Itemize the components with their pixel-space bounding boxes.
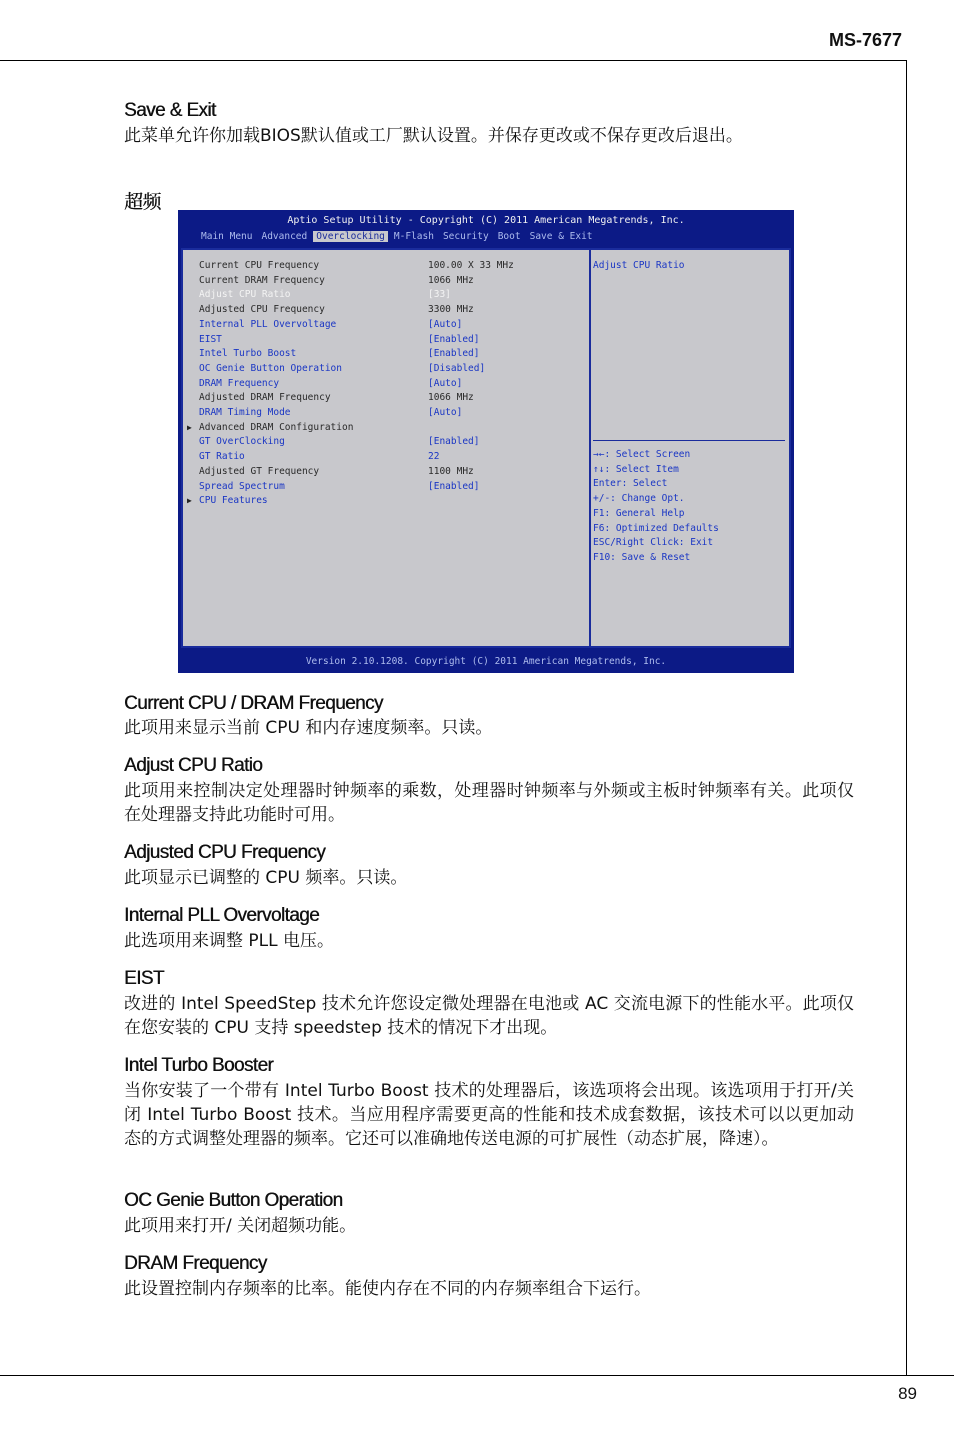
section-title: Current CPU / DRAM Frequency (124, 693, 383, 714)
section-body: 此项用来打开/ 关闭超频功能。 (124, 1216, 357, 1236)
bios-tab-main-menu[interactable]: Main Menu (201, 231, 253, 242)
bios-setting-value: [Auto] (428, 407, 463, 418)
bios-setting-value: [Enabled] (428, 480, 480, 492)
bios-footer: Version 2.10.1208. Copyright (C) 2011 American Megatrends, Inc. (305, 656, 667, 667)
bios-key-hint: F1: General Help (593, 507, 685, 519)
bios-tab-advanced[interactable]: Advanced (261, 231, 308, 242)
bios-setting-label: OC Genie Button Operation (199, 362, 342, 374)
bios-help-title: Adjust CPU Ratio (593, 260, 685, 271)
section-body: 此选项用来调整 PLL 电压。 (124, 931, 335, 951)
bios-setting-label: Adjusted GT Frequency (199, 465, 320, 477)
bios-setting-label: Adjusted DRAM Frequency (199, 392, 331, 404)
bios-panel-divider (589, 250, 591, 646)
bios-setting-value: [33] (428, 289, 451, 301)
bios-main-panel (181, 248, 791, 648)
section-title: EIST (124, 968, 164, 989)
top-rule (0, 60, 907, 61)
bios-tab-boot[interactable]: Boot (497, 231, 521, 242)
section-body: 此项显示已调整的 CPU 频率。只读。 (124, 868, 408, 888)
bios-setting-label: EIST (199, 333, 222, 345)
right-rule (906, 60, 907, 1376)
submenu-arrow-icon: ▶ (187, 422, 192, 432)
bios-setting-label: GT OverClocking (199, 436, 285, 448)
bios-key-hint: F10: Save & Reset (593, 551, 691, 563)
bios-tab-m-flash[interactable]: M-Flash (393, 231, 434, 242)
bios-setting-label: Internal PLL Overvoltage (199, 318, 337, 330)
bios-setting-label: GT Ratio (199, 451, 245, 463)
bios-key-hint: ESC/Right Click: Exit (593, 537, 714, 549)
section-body: 改进的 Intel SpeedStep 技术允许您设定微处理器在电池或 AC 交流电源下的性能水平。此项仅在您安装的 CPU 支持 speedstep 技术的情况下才出现。 (124, 994, 854, 1038)
section-title: OC Genie Button Operation (124, 1190, 343, 1211)
bios-setting-value: 1100 MHz (428, 465, 474, 477)
section-body: 当你安装了一个带有 Intel Turbo Boost 技术的处理器后，该选项将会出现。该选项用于打开/关闭 Intel Turbo Boost 技术。当应用程序需要更高的性能和技术成套数据，该技术可以以更加动态的方式调整处理器的频率。它还可以准确地传送电源的可扩展性（动态扩展，降速）。 (124, 1081, 854, 1149)
bios-key-hint: Enter: Select (593, 478, 668, 490)
bios-tab-save-exit[interactable]: Save & Exit (529, 231, 593, 242)
section-body: 此项用来控制决定处理器时钟频率的乘数，处理器时钟频率与外频或主板时钟频率有关。此项仅在处理器支持此功能时可用。 (124, 781, 854, 825)
section-title: Intel Turbo Booster (124, 1055, 274, 1076)
section-title: Adjust CPU Ratio (124, 755, 263, 776)
bios-setting-label: Current CPU Frequency (199, 260, 320, 271)
bios-setting-value: [Enabled] (428, 436, 480, 448)
section-title: Internal PLL Overvoltage (124, 905, 320, 926)
submenu-arrow-icon: ▶ (187, 496, 192, 506)
bios-setting-value: [Enabled] (428, 348, 480, 360)
bios-setting-label: Adjust CPU Ratio (199, 289, 291, 301)
bios-setting-label: Advanced DRAM Configuration (199, 421, 354, 433)
bios-setting-label: DRAM Timing Mode (199, 407, 291, 418)
section-title: DRAM Frequency (124, 1253, 267, 1274)
bios-setting-value: 3300 MHz (428, 304, 474, 316)
bios-setting-value: 22 (428, 451, 440, 463)
bios-setting-value: 1066 MHz (428, 274, 474, 286)
bios-setting-value: [Auto] (428, 318, 463, 330)
bios-setting-label: Intel Turbo Boost (199, 348, 297, 360)
bios-key-hint: →←: Select Screen (593, 449, 691, 460)
section-body: 此菜单允许你加载BIOS默认值或工厂默认设置。并保存更改或不保存更改后退出。 (124, 126, 743, 146)
bios-setting-value: 1066 MHz (428, 392, 474, 404)
bios-tab-bar (198, 231, 599, 242)
bios-key-hint: +/-: Change Opt. (593, 493, 685, 505)
section-title: Adjusted CPU Frequency (124, 842, 326, 863)
section-body: 此设置控制内存频率的比率。能使内存在不同的内存频率组合下运行。 (124, 1279, 651, 1299)
bios-setting-label: Spread Spectrum (199, 480, 285, 492)
bios-title: Aptio Setup Utility - Copyright (C) 2011 American Megatrends, Inc. (287, 215, 685, 226)
section-title: 超频 (124, 192, 161, 213)
bios-tab-overclocking[interactable]: Overclocking (313, 231, 388, 242)
bios-help-divider (593, 440, 785, 441)
bios-key-legend (593, 448, 719, 566)
bios-setting-label: Current DRAM Frequency (199, 274, 325, 286)
bios-setting-value: [Disabled] (428, 362, 486, 374)
bios-setting-label: DRAM Frequency (199, 377, 280, 389)
bios-screenshot (178, 210, 794, 673)
bios-setting-value: 100.00 X 33 MHz (428, 260, 514, 271)
model-number: MS-7677 (828, 30, 902, 50)
bios-key-hint: F6: Optimized Defaults (593, 522, 719, 534)
bios-tab-security[interactable]: Security (442, 231, 489, 242)
section-body: 此项用来显示当前 CPU 和内存速度频率。只读。 (124, 718, 493, 738)
bottom-rule (0, 1375, 954, 1376)
section-title: Save & Exit (124, 100, 216, 121)
bios-key-hint: ↑↓: Select Item (593, 463, 679, 475)
page-number: 89 (898, 1384, 917, 1403)
bios-setting-value: [Enabled] (428, 333, 480, 345)
bios-setting-value: [Auto] (428, 377, 463, 389)
bios-setting-label: CPU Features (199, 495, 268, 507)
bios-setting-label: Adjusted CPU Frequency (199, 304, 325, 316)
